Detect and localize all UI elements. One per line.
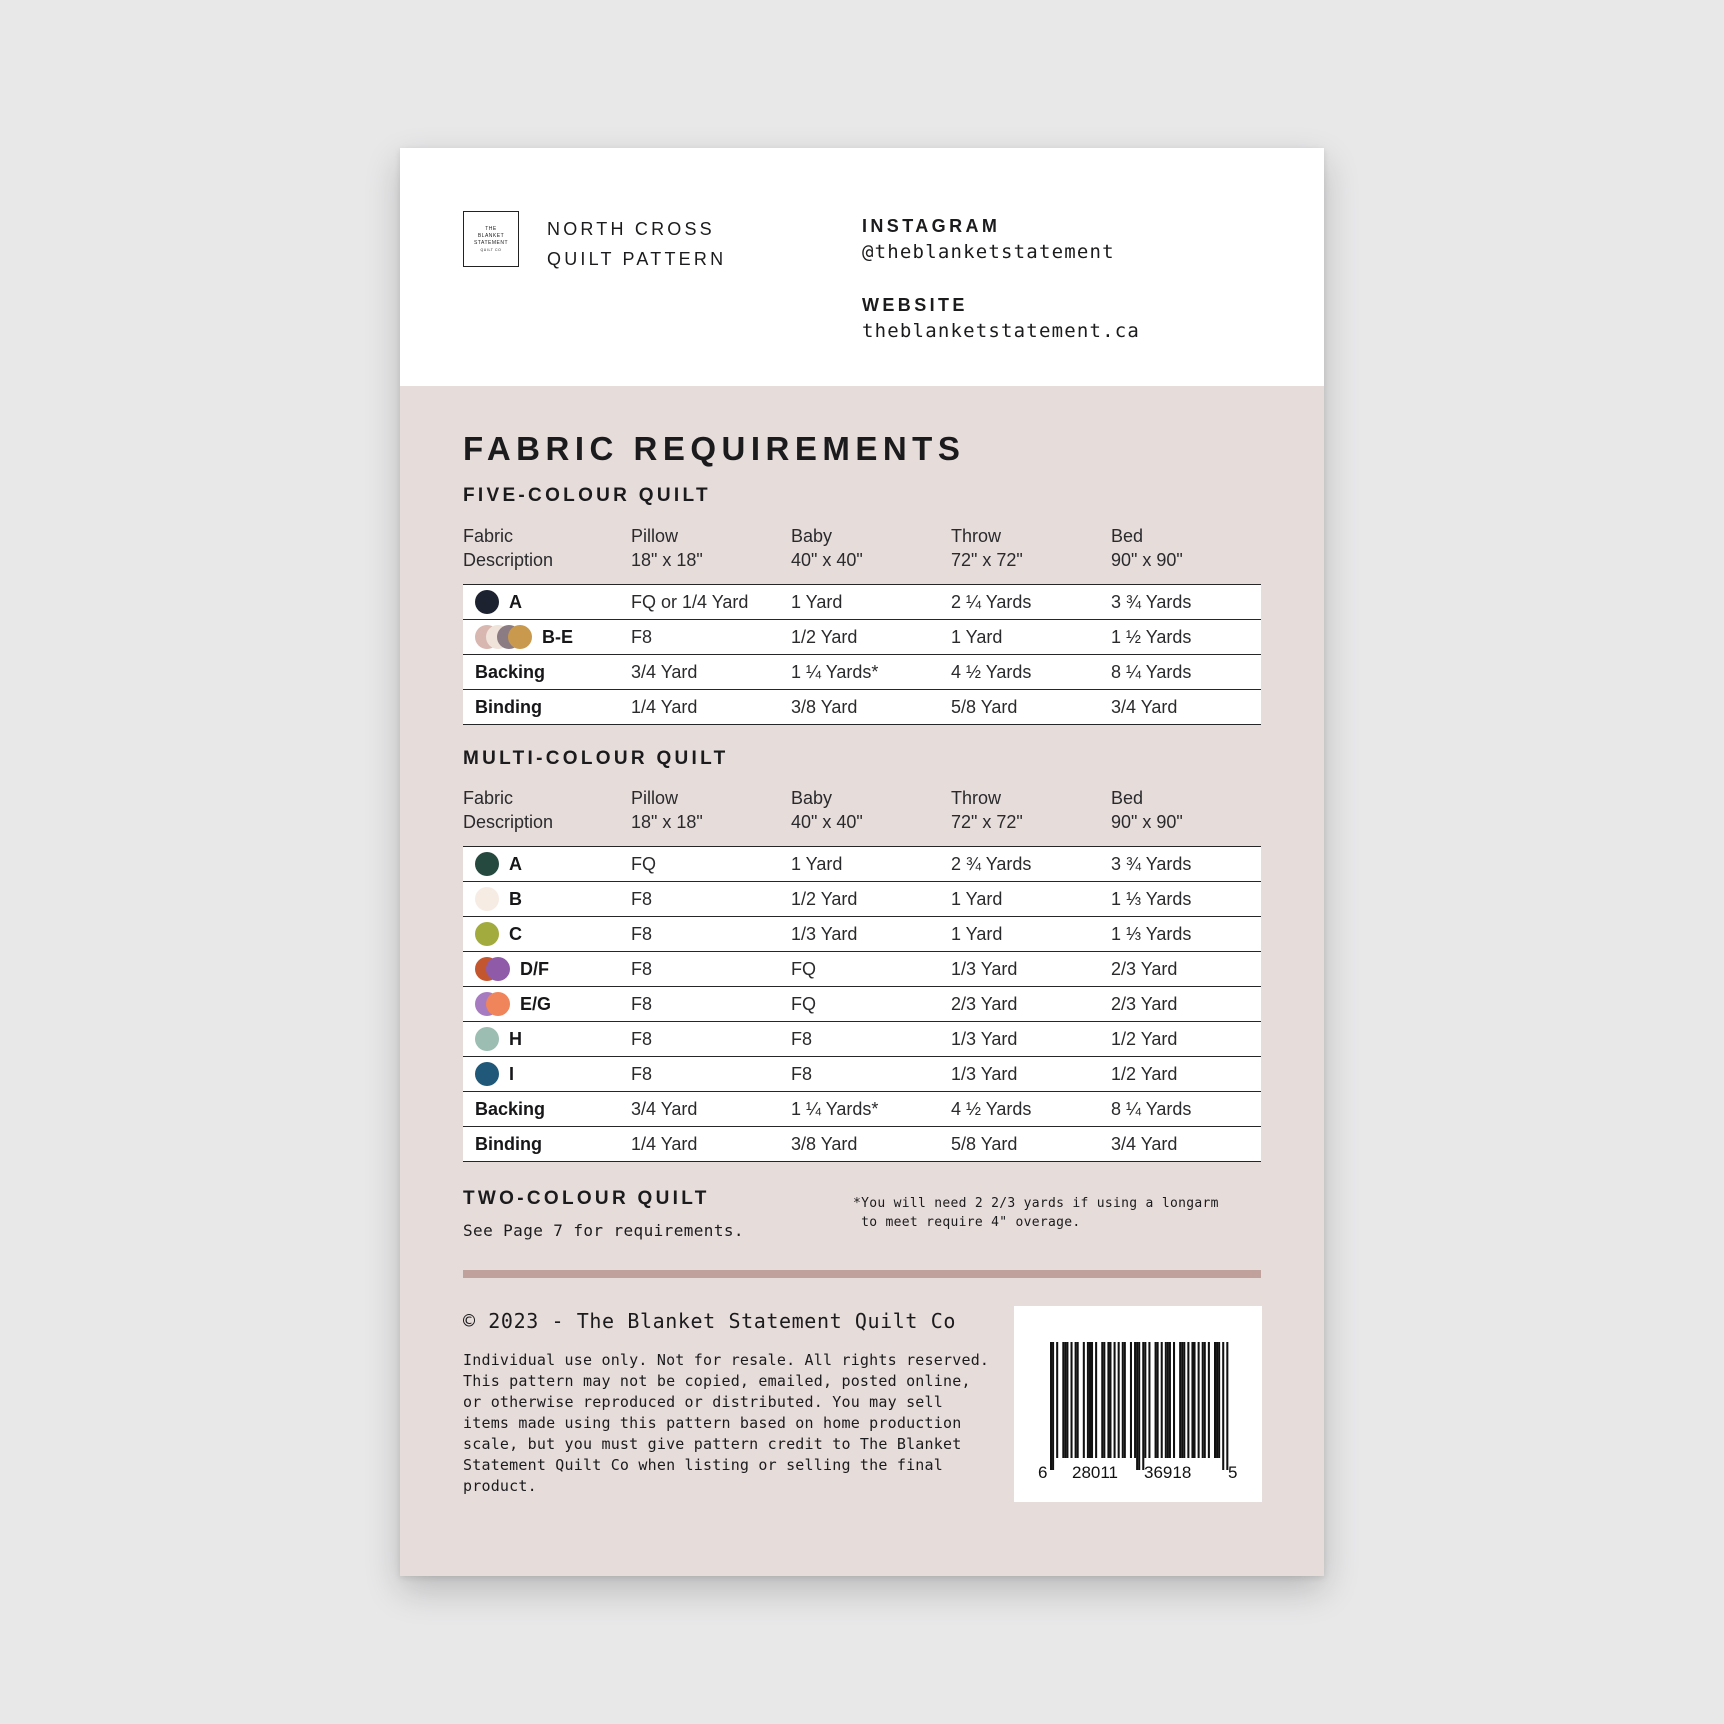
cell-pillow: F8: [631, 987, 791, 1022]
instagram-block: [862, 214, 1115, 266]
cell-pillow: FQ or 1/4 Yard: [631, 585, 791, 620]
barcode-bar: [1124, 1342, 1126, 1458]
instagram-handle[interactable]: @theblanketstatement: [862, 241, 1115, 263]
website-block: [862, 293, 1140, 345]
col-baby: Baby 40" x 40": [791, 788, 863, 832]
cell-bed: 1/2 Yard: [1111, 1057, 1261, 1092]
fabric-label-backing: [463, 1099, 631, 1120]
fabric-label-binding: [463, 1134, 631, 1155]
barcode-bar: [1181, 1342, 1183, 1458]
cell-throw: 1 Yard: [951, 620, 1111, 655]
cell-throw: 2 ¾ Yards: [951, 847, 1111, 882]
cell-throw: 1 Yard: [951, 917, 1111, 952]
cell-baby: FQ: [791, 987, 951, 1022]
fabric-label-d-f: [463, 957, 631, 981]
table-row: [463, 1127, 1261, 1162]
cell-bed: 1 ½ Yards: [1111, 620, 1261, 655]
barcode-bar: [1077, 1342, 1079, 1458]
fabric-label-a: [463, 590, 631, 614]
website-url[interactable]: theblanketstatement.ca: [862, 320, 1141, 342]
fabric-swatches: [475, 1027, 499, 1051]
five-colour-title: FIVE-COLOUR QUILT: [463, 485, 711, 506]
cell-bed: 8 ¼ Yards: [1111, 655, 1261, 690]
fabric-label-b: [463, 887, 631, 911]
cell-baby: 1/2 Yard: [791, 882, 951, 917]
col-fabric: Fabric Description: [463, 526, 554, 570]
cell-baby: 1 ¼ Yards*: [791, 655, 951, 690]
barcode-bar: [1157, 1342, 1159, 1458]
cell-throw: 5/8 Yard: [951, 690, 1111, 725]
barcode-bar: [1194, 1342, 1196, 1458]
two-colour-text: See Page 7 for requirements.: [463, 1221, 744, 1240]
barcode-bar: [1114, 1342, 1116, 1458]
cell-bed: 8 ¼ Yards: [1111, 1092, 1261, 1127]
barcode-bar: [1134, 1342, 1136, 1458]
barcode-bar: [1107, 1342, 1109, 1458]
barcode-bar: [1103, 1342, 1105, 1458]
cell-throw: 1/3 Yard: [951, 1022, 1111, 1057]
swatch-dot: [475, 590, 499, 614]
fabric-swatches: [475, 590, 499, 614]
swatch-dot: [508, 625, 532, 649]
barcode: [1014, 1306, 1262, 1502]
barcode-bar: [1214, 1342, 1216, 1458]
fabric-label-i: [463, 1062, 631, 1086]
cell-throw: 2 ¼ Yards: [951, 585, 1111, 620]
barcode-bar: [1066, 1342, 1068, 1458]
fabric-label-text: A: [509, 853, 522, 874]
barcode-bar: [1052, 1342, 1054, 1470]
col-throw: Throw 72" x 72": [951, 788, 1023, 832]
barcode-bar: [1136, 1342, 1138, 1470]
fabric-label-text: E/G: [520, 993, 552, 1014]
col-pillow: Pillow 18" x 18": [631, 526, 703, 570]
fabric-label-text: B: [509, 888, 522, 909]
barcode-digit-1: 6: [1038, 1463, 1048, 1482]
fabric-label-binding: [463, 697, 631, 718]
barcode-bar: [1056, 1342, 1058, 1458]
table-row: [463, 620, 1261, 655]
barcode-digit-group-1: 28011: [1072, 1463, 1119, 1482]
barcode-bar: [1071, 1342, 1073, 1458]
cell-pillow: 1/4 Yard: [631, 1127, 791, 1162]
fabric-label-backing: [463, 662, 631, 683]
cell-bed: 3 ¾ Yards: [1111, 585, 1261, 620]
barcode-bar: [1173, 1342, 1175, 1458]
fabric-label-h: [463, 1027, 631, 1051]
barcode-bar: [1202, 1342, 1204, 1458]
fabric-swatches: [475, 992, 510, 1016]
table-row: [463, 1092, 1261, 1127]
swatch-dot: [475, 852, 499, 876]
instagram-label: INSTAGRAM: [862, 216, 1001, 236]
barcode-bar: [1091, 1342, 1093, 1458]
barcode-bar: [1062, 1342, 1064, 1458]
swatch-dot: [475, 1027, 499, 1051]
swatch-dot: [475, 887, 499, 911]
barcode-bar: [1118, 1342, 1120, 1458]
cell-throw: 2/3 Yard: [951, 987, 1111, 1022]
page-title: FABRIC REQUIREMENTS: [463, 430, 966, 467]
barcode-digit-group-2: 36918: [1144, 1463, 1192, 1482]
fabric-swatches: [475, 887, 499, 911]
cell-pillow: F8: [631, 882, 791, 917]
table-row: [463, 987, 1261, 1022]
barcode-bar: [1101, 1342, 1103, 1458]
cell-pillow: 3/4 Yard: [631, 655, 791, 690]
col-pillow: Pillow 18" x 18": [631, 788, 703, 832]
barcode-bar: [1226, 1342, 1228, 1470]
barcode-graphic: [1014, 1306, 1262, 1502]
cell-bed: 1 ⅓ Yards: [1111, 882, 1261, 917]
cell-throw: 4 ½ Yards: [951, 1092, 1111, 1127]
barcode-bar: [1144, 1342, 1146, 1458]
cell-baby: 1/3 Yard: [791, 917, 951, 952]
cell-bed: 3 ¾ Yards: [1111, 847, 1261, 882]
footnote: *You will need 2 2/3 yards if using a longarm to meet require 4" overage.: [853, 1196, 1219, 1230]
multi-colour-column-headers: [463, 786, 1261, 838]
two-colour-title: TWO-COLOUR QUILT: [463, 1188, 710, 1209]
barcode-bar: [1179, 1342, 1181, 1458]
barcode-bar: [1130, 1342, 1132, 1458]
col-fabric: Fabric Description: [463, 788, 554, 832]
barcode-bar: [1087, 1342, 1089, 1458]
barcode-bar: [1218, 1342, 1220, 1458]
cell-throw: 5/8 Yard: [951, 1127, 1111, 1162]
barcode-bar: [1167, 1342, 1169, 1458]
cell-baby: FQ: [791, 952, 951, 987]
fabric-swatches: [475, 957, 510, 981]
cell-throw: 1/3 Yard: [951, 952, 1111, 987]
table-row: [463, 917, 1261, 952]
fabric-label-text: A: [509, 591, 522, 612]
barcode-bar: [1095, 1342, 1097, 1458]
barcode-bar: [1208, 1342, 1210, 1458]
barcode-bar: [1155, 1342, 1157, 1458]
table-row: [463, 952, 1261, 987]
barcode-bar: [1216, 1342, 1218, 1458]
barcode-bar: [1161, 1342, 1163, 1458]
fabric-swatches: [475, 625, 532, 649]
cell-bed: 2/3 Yard: [1111, 952, 1261, 987]
cell-bed: 1 ⅓ Yards: [1111, 917, 1261, 952]
cell-bed: 3/4 Yard: [1111, 1127, 1261, 1162]
cell-pillow: F8: [631, 620, 791, 655]
table-row: [463, 847, 1261, 882]
col-baby: Baby 40" x 40": [791, 526, 863, 570]
swatch-dot: [475, 922, 499, 946]
barcode-bar: [1138, 1342, 1140, 1470]
cell-pillow: 3/4 Yard: [631, 1092, 791, 1127]
fabric-label-text: Binding: [475, 1133, 542, 1154]
five-colour-table: [463, 584, 1261, 725]
table-row: [463, 1057, 1261, 1092]
fabric-swatches: [475, 852, 499, 876]
barcode-bar: [1222, 1342, 1224, 1470]
cell-baby: 1 Yard: [791, 847, 951, 882]
table-row: [463, 1022, 1261, 1057]
divider-rule: [463, 1270, 1261, 1278]
brand-logo: THE BLANKET STATEMENT QUILT CO: [463, 211, 519, 267]
barcode-bar: [1148, 1342, 1150, 1458]
cell-pillow: F8: [631, 917, 791, 952]
cell-pillow: F8: [631, 1057, 791, 1092]
barcode-bar: [1169, 1342, 1171, 1458]
barcode-bar: [1083, 1342, 1085, 1458]
fabric-label-text: C: [509, 923, 522, 944]
barcode-bar: [1050, 1342, 1052, 1470]
barcode-bar: [1198, 1342, 1200, 1458]
table-row: [463, 882, 1261, 917]
cell-baby: 1 Yard: [791, 585, 951, 620]
fabric-swatches: [475, 1062, 499, 1086]
fabric-swatches: [475, 922, 499, 946]
barcode-bar: [1064, 1342, 1066, 1458]
barcode-bar: [1089, 1342, 1091, 1458]
cell-bed: 3/4 Yard: [1111, 690, 1261, 725]
fabric-label-text: Backing: [475, 1098, 546, 1119]
barcode-bar: [1142, 1342, 1144, 1470]
cell-throw: 4 ½ Yards: [951, 655, 1111, 690]
pattern-title-line2: QUILT PATTERN: [547, 249, 727, 269]
table-row: [463, 690, 1261, 725]
barcode-bar: [1165, 1342, 1167, 1458]
swatch-dot: [486, 957, 510, 981]
pattern-back-cover: [400, 148, 1324, 1576]
cell-throw: 1 Yard: [951, 882, 1111, 917]
barcode-bar: [1187, 1342, 1189, 1458]
swatch-dot: [486, 992, 510, 1016]
cell-bed: 1/2 Yard: [1111, 1022, 1261, 1057]
fabric-label-b-e: [463, 625, 631, 649]
cell-baby: F8: [791, 1022, 951, 1057]
cell-bed: 2/3 Yard: [1111, 987, 1261, 1022]
fabric-label-text: H: [509, 1028, 522, 1049]
website-label: WEBSITE: [862, 295, 968, 315]
pattern-title-line1: NORTH CROSS: [547, 219, 715, 239]
table-row: [463, 655, 1261, 690]
cell-baby: 3/8 Yard: [791, 1127, 951, 1162]
header: [400, 148, 1324, 386]
multi-colour-title: MULTI-COLOUR QUILT: [463, 748, 729, 769]
fabric-label-text: B-E: [542, 626, 573, 647]
col-bed: Bed 90" x 90": [1111, 526, 1183, 570]
cell-pillow: 1/4 Yard: [631, 690, 791, 725]
fabric-label-c: [463, 922, 631, 946]
cell-throw: 1/3 Yard: [951, 1057, 1111, 1092]
multi-colour-table: [463, 846, 1261, 1162]
col-throw: Throw 72" x 72": [951, 526, 1023, 570]
cell-pillow: FQ: [631, 847, 791, 882]
cell-pillow: F8: [631, 952, 791, 987]
col-bed: Bed 90" x 90": [1111, 788, 1183, 832]
pattern-title: [547, 214, 726, 274]
barcode-bar: [1075, 1342, 1077, 1458]
fabric-label-e-g: [463, 992, 631, 1016]
swatch-dot: [475, 1062, 499, 1086]
fabric-label-text: D/F: [520, 958, 549, 979]
barcode-bar: [1109, 1342, 1111, 1458]
five-colour-column-headers: [463, 524, 1261, 576]
fabric-label-text: Binding: [475, 696, 542, 717]
legal-text: Individual use only. Not for resale. All rights reserved. This pattern may not be copied, emailed, posted online, or otherwise reproduced or distributed. You may sell items made using this pattern based on home production scale, but you must give pattern credit to The Blanket Statement Quilt Co when listing or selling the final product.: [463, 1351, 990, 1495]
barcode-bar: [1183, 1342, 1185, 1458]
barcode-digit-2: 5: [1228, 1463, 1238, 1482]
fabric-label-a: [463, 852, 631, 876]
cell-baby: 3/8 Yard: [791, 690, 951, 725]
fabric-label-text: I: [509, 1063, 515, 1084]
barcode-bar: [1204, 1342, 1206, 1458]
cell-baby: 1 ¼ Yards*: [791, 1092, 951, 1127]
barcode-bar: [1122, 1342, 1124, 1458]
cell-pillow: F8: [631, 1022, 791, 1057]
barcode-bar: [1191, 1342, 1193, 1458]
cell-baby: F8: [791, 1057, 951, 1092]
fabric-label-text: Backing: [475, 661, 546, 682]
copyright: © 2023 - The Blanket Statement Quilt Co: [463, 1309, 956, 1333]
table-row: [463, 585, 1261, 620]
cell-baby: 1/2 Yard: [791, 620, 951, 655]
